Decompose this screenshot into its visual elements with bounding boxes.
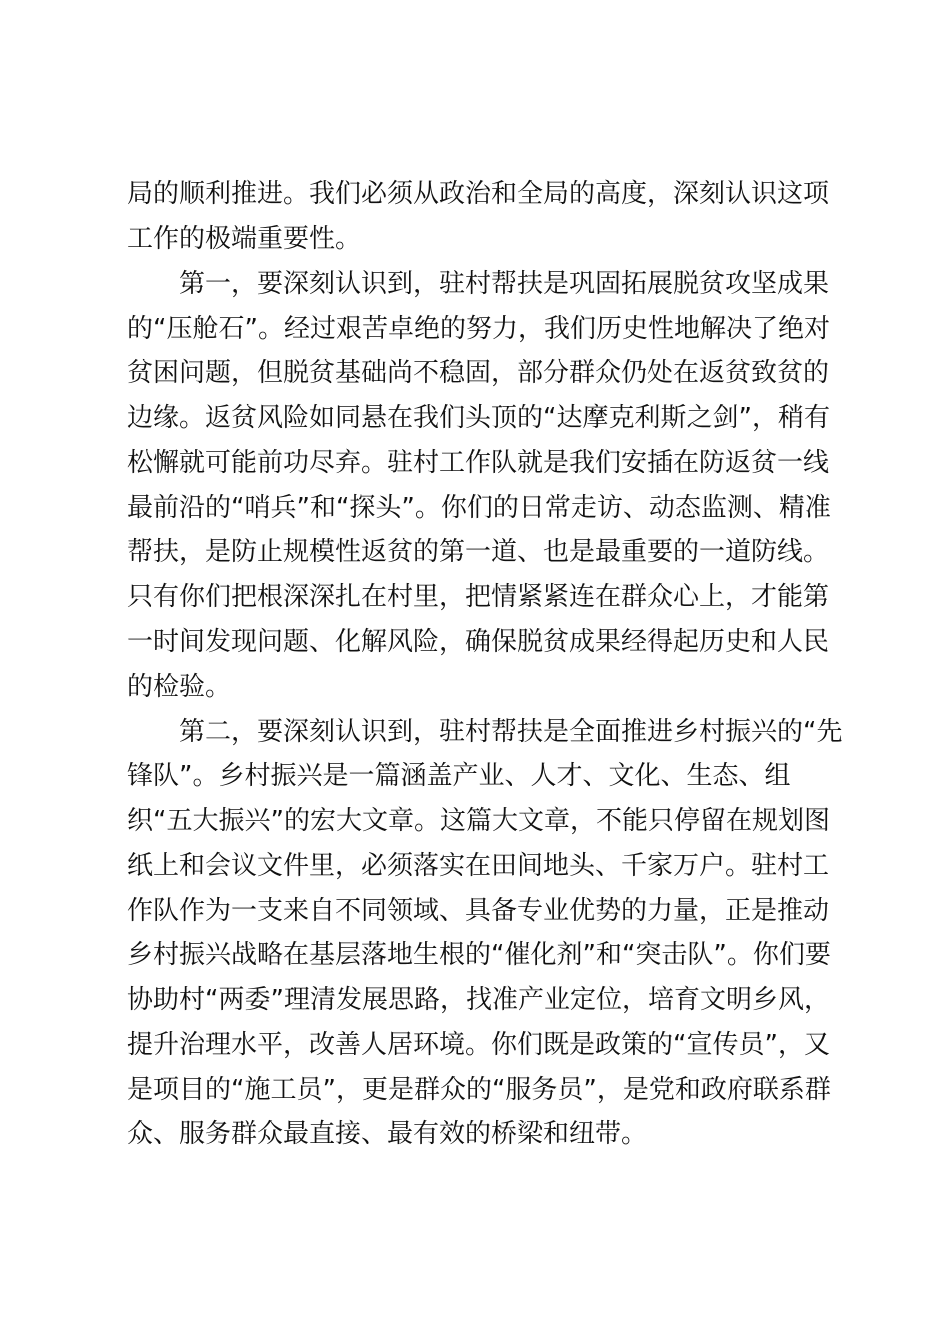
text-line: 众、服务群众最直接、最有效的桥梁和纽带。 <box>127 1119 648 1149</box>
text-line: 协助村“两委”理清发展思路，找准产业定位，培育文明乡风， <box>127 985 830 1015</box>
text-line: 纸上和会议文件里，必须落实在田间地头、千家万户。驻村工 <box>127 851 830 881</box>
text-line: 最前沿的“哨兵”和“探头”。你们的日常走访、动态监测、精准 <box>127 493 831 523</box>
text-line: 松懈就可能前功尽弃。驻村工作队就是我们安插在防返贫一线 <box>127 448 830 478</box>
text-line: 乡村振兴战略在基层落地生根的“催化剂”和“突击队”。你们要 <box>127 940 831 970</box>
text-line: 锋队”。乡村振兴是一篇涵盖产业、人才、文化、生态、组 <box>127 761 791 791</box>
text-line: 的“压舱石”。经过艰苦卓绝的努力，我们历史性地解决了绝对 <box>127 314 830 344</box>
text-line: 织“五大振兴”的宏大文章。这篇大文章，不能只停留在规划图 <box>127 806 830 836</box>
text-line: 贫困问题，但脱贫基础尚不稳固，部分群众仍处在返贫致贫的 <box>127 358 830 388</box>
text-line: 只有你们把根深深扎在村里，把情紧紧连在群众心上，才能第 <box>127 582 830 612</box>
text-line: 提升治理水平，改善人居环境。你们既是政策的“宣传员”，又 <box>127 1030 830 1060</box>
text-line: 作队作为一支来自不同领域、具备专业优势的力量，正是推动 <box>127 896 830 926</box>
text-line: 第二，要深刻认识到，驻村帮扶是全面推进乡村振兴的“先 <box>127 717 843 747</box>
text-line: 局的顺利推进。我们必须从政治和全局的高度，深刻认识这项 <box>127 179 830 209</box>
text-line: 工作的极端重要性。 <box>127 224 362 254</box>
text-line: 是项目的“施工员”，更是群众的“服务员”，是党和政府联系群 <box>127 1075 831 1105</box>
text-line: 的检验。 <box>127 672 232 702</box>
text-line: 边缘。返贫风险如同悬在我们头顶的“达摩克利斯之剑”，稍有 <box>127 403 830 433</box>
text-line: 第一，要深刻认识到，驻村帮扶是巩固拓展脱贫攻坚成果 <box>127 269 830 299</box>
text-line: 帮扶，是防止规模性返贫的第一道、也是最重要的一道防线。 <box>127 537 830 567</box>
text-line: 一时间发现问题、化解风险，确保脱贫成果经得起历史和人民 <box>127 627 830 657</box>
